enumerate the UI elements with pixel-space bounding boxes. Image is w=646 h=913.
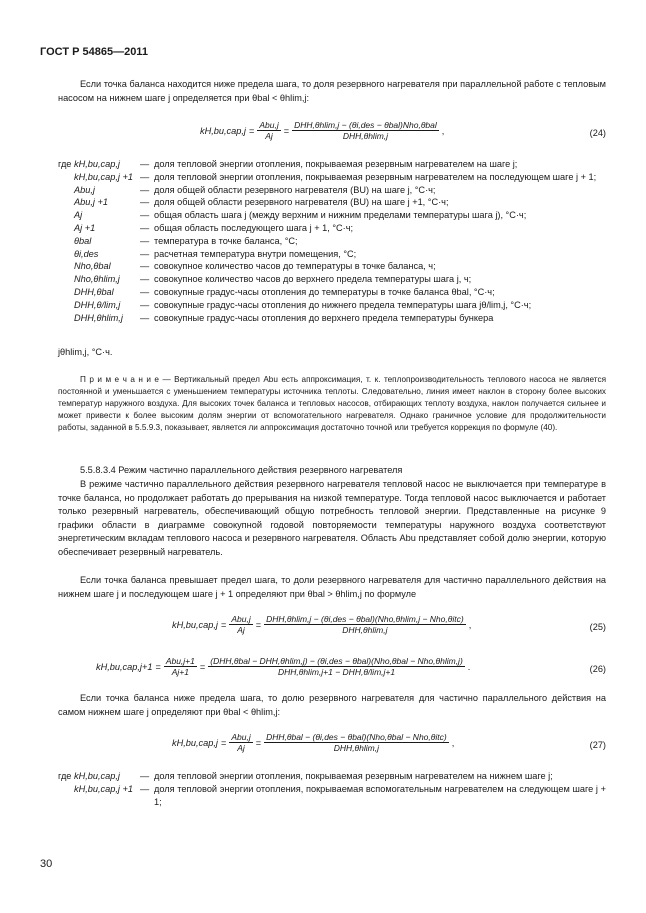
definition-row (58, 171, 606, 184)
definition-symbol: kH,bu,cap,j +1 (74, 171, 133, 182)
definition-text: совокупные градус-часы отопления до температуры в точке баланса θbal, °С·ч; (154, 286, 495, 297)
equation-number: (26) (589, 664, 606, 674)
definition-row (58, 273, 606, 286)
definition-lead (58, 171, 74, 184)
definition-symbol: Aj +1 (74, 222, 96, 233)
definition-text: доля тепловой энергии отопления, покрываемая резервным нагревателем на шаге j; (154, 159, 518, 169)
definition-dash: — (140, 197, 150, 208)
definition-lead (58, 196, 74, 209)
definitions-tail: jθhlim,j, °С·ч. (58, 347, 113, 357)
definition-lead (58, 235, 74, 248)
equation-26: kH,bu,cap,j+1 = $\frac{\text{Abu,j+1}}{Aj+1}$ = (DHH,θbal − DHH,θhlim,j) − (θi,des − θbal)(Nho,θbal − Nho,θhlim,j) DHH,θhlim,j+1 − DHH,θ/lim,j+1 . (26) (96, 656, 606, 677)
definition-text: общая область шага j (между верхним и нижним пределами температуры шага j), °С·ч; (154, 210, 527, 221)
definition-text: доля общей области резервного нагревателя (BU) на шаге j +1, °С·ч; (154, 197, 449, 208)
equation-number: (25) (589, 622, 606, 632)
definition-lead (58, 209, 74, 222)
definition-dash: — (140, 286, 150, 297)
definition-dash: — (140, 235, 150, 246)
definition-text: совокупное количество часов до верхнего предела температуры шага j, ч; (154, 274, 472, 285)
definition-dash: — (140, 159, 150, 169)
definition-row (58, 235, 606, 248)
definition-symbol: kH,bu,cap,j +1 (74, 783, 133, 794)
definition-row (58, 184, 606, 197)
definition-row (58, 783, 606, 809)
definition-row (58, 286, 606, 299)
definition-symbol: Abu,j +1 (74, 197, 108, 208)
definition-row (58, 196, 606, 209)
definition-row (58, 222, 606, 235)
definition-symbol: kH,bu,cap,j (74, 159, 120, 169)
equation-number: (27) (589, 740, 606, 750)
definition-symbol: DHH,θ/lim,j (74, 299, 121, 310)
definition-dash: — (140, 771, 150, 781)
definition-dash: — (140, 184, 150, 195)
definition-text: общая область последующего шага j + 1, °С·ч; (154, 222, 354, 233)
definition-lead: где (58, 159, 72, 169)
eq-lhs: kH,bu,cap,j (200, 125, 246, 136)
paragraph-4: Если точка баланса ниже предела шага, то долю резервного нагревателя для частично параллельного действия на самом нижнем шаге j определяют при θbal < θhlim,j: (58, 693, 606, 717)
definition-text: доля тепловой энергии отопления, покрываемая резервным нагревателем на последующем шаге j + 1; (154, 171, 597, 182)
equation-number: (24) (589, 128, 606, 138)
definition-symbol: DHH,θhlim,j (74, 312, 123, 323)
definition-lead: где (58, 771, 72, 781)
definitions-list-1 (58, 158, 606, 324)
definition-lead (58, 312, 74, 325)
definition-text: температура в точке баланса, °С; (154, 235, 298, 246)
definition-dash: — (140, 210, 150, 221)
definition-row (58, 312, 606, 325)
definition-dash: — (140, 248, 150, 259)
definition-dash: — (140, 222, 150, 233)
definition-dash: — (140, 274, 150, 285)
definition-lead (58, 286, 74, 299)
paragraph-2: В режиме частично параллельного действия резервного нагревателя тепловой насос не выключается при температуре в точке баланса, но продолжает работать до прерывания на низкой температуре. Тогда тепловой насос выключается и работает только резервный нагреватель, обеспечивающий общую потребность тепловой энергии. Представленные на рисунке 9 графики области в диаграмме совокупной годовой повторяемости температуры наружного воздуха соответствуют энергетическим вкладам теплового насоса и резервного нагревателя. Область Abu представляет собой долю энергии, которую обеспечивает резервный нагреватель. (58, 479, 606, 557)
definition-lead (58, 184, 74, 197)
definition-symbol: θbal (74, 235, 92, 246)
standard-header: ГОСТ Р 54865—2011 (40, 46, 148, 58)
definition-text: доля тепловой энергии отопления, покрываемая резервным нагревателем на нижнем шаге j; (154, 771, 553, 781)
definition-lead (58, 273, 74, 286)
definition-symbol: Nho,θbal (74, 261, 111, 272)
section-heading: 5.5.8.3.4 Режим частично параллельного действия резервного нагревателя (80, 465, 403, 475)
definition-dash: — (140, 299, 150, 310)
definition-row (58, 158, 606, 171)
equation-27: kH,bu,cap,j = $\frac{\text{Abu,j}}{Aj}$ = $\frac{\text{DHH,θbal − (θi,des − θbal)(Nho,θbal − Nho,θitc)}}{\text{DHH,θhlim,j}}$ , (27) (172, 732, 606, 753)
definition-symbol: DHH,θbal (74, 286, 114, 297)
paragraph-1: Если точка баланса находится ниже предела шага, то доля резервного нагревателя при параллельной работе с тепловым насосом на нижнем шаге j определяется при θbal < θhlim,j: (58, 79, 606, 103)
definition-dash: — (140, 312, 150, 323)
definition-row (58, 209, 606, 222)
definition-dash: — (140, 171, 150, 182)
definition-text: совокупное количество часов до температуры в точке баланса, ч; (154, 261, 436, 272)
definition-row (58, 770, 606, 783)
paragraph-3: Если точка баланса превышает предел шага, то доли резервного нагревателя для частично параллельного действия на нижнем шаге j и последующем шаге j + 1 определяют при θbal > θhlim,j по формуле (58, 575, 606, 599)
note: П р и м е ч а н и е — Вертикальный предел Abu есть аппроксимация, т. к. теплопроизводительность теплового насоса не является постоянной и уменьшается с уменьшением температуры источника теплоты. Следовательно, линия имеет наклон в сторону более высоких температур наружного воздуха. Для высоких точек баланса и тепловых насосов, отбирающих теплоту воздуха, наклон получается сильнее и может привести к более высоким долям энергии от вспомогательного нагревателя. Однако граничное условие для продолжительности работы, заданной в 5.5.9.3, показывает, является ли аппроксимация достаточно точной или требуется коррекция по формуле (40). (58, 375, 606, 432)
definition-symbol: Nho,θhlim,j (74, 274, 120, 285)
definition-lead (58, 260, 74, 273)
equation-24: kH,bu,cap,j = $\frac{\text{Abu,j}}{Aj}$ = $\frac{\text{DHH,θhlim,j − (θi,des − θbal)Nho,θbal}}{\text{DHH,θhlim,j}}$ , (24) (200, 120, 606, 141)
equation-25: kH,bu,cap,j = $\frac{\text{Abu,j}}{Aj}$ = $\frac{\text{DHH,θhlim,j − (θi,des − θbal)(Nho,θhlim,j − Nho,θitc)}}{\text{DHH,θhlim,j}}$ , (25) (172, 614, 606, 635)
definition-text: доля общей области резервного нагревателя (BU) на шаге j, °С·ч; (154, 184, 436, 195)
definition-dash: — (140, 783, 150, 794)
definitions-list-2 (58, 770, 606, 808)
definition-symbol: kH,bu,cap,j (74, 771, 120, 781)
definition-symbol: Aj (74, 210, 83, 221)
page-number: 30 (40, 858, 53, 870)
definition-row (58, 299, 606, 312)
definition-lead (58, 299, 74, 312)
definition-symbol: Abu,j (74, 184, 95, 195)
definition-text: совокупные градус-часы отопления до верхнего предела температуры бункера (154, 312, 494, 323)
definition-text: расчетная температура внутри помещения, °С; (154, 248, 357, 259)
definition-dash: — (140, 261, 150, 272)
definition-lead (58, 783, 74, 809)
definition-text: доля тепловой энергии отопления, покрываемая вспомогательным нагревателем на следующем шаге j + 1; (154, 783, 606, 807)
definition-row (58, 248, 606, 261)
definition-row (58, 260, 606, 273)
definition-text: совокупные градус-часы отопления до нижнего предела температуры шага jθ/lim,j, °С·ч; (154, 299, 532, 310)
definition-lead (58, 222, 74, 235)
definition-symbol: θi,des (74, 248, 99, 259)
definition-lead (58, 248, 74, 261)
